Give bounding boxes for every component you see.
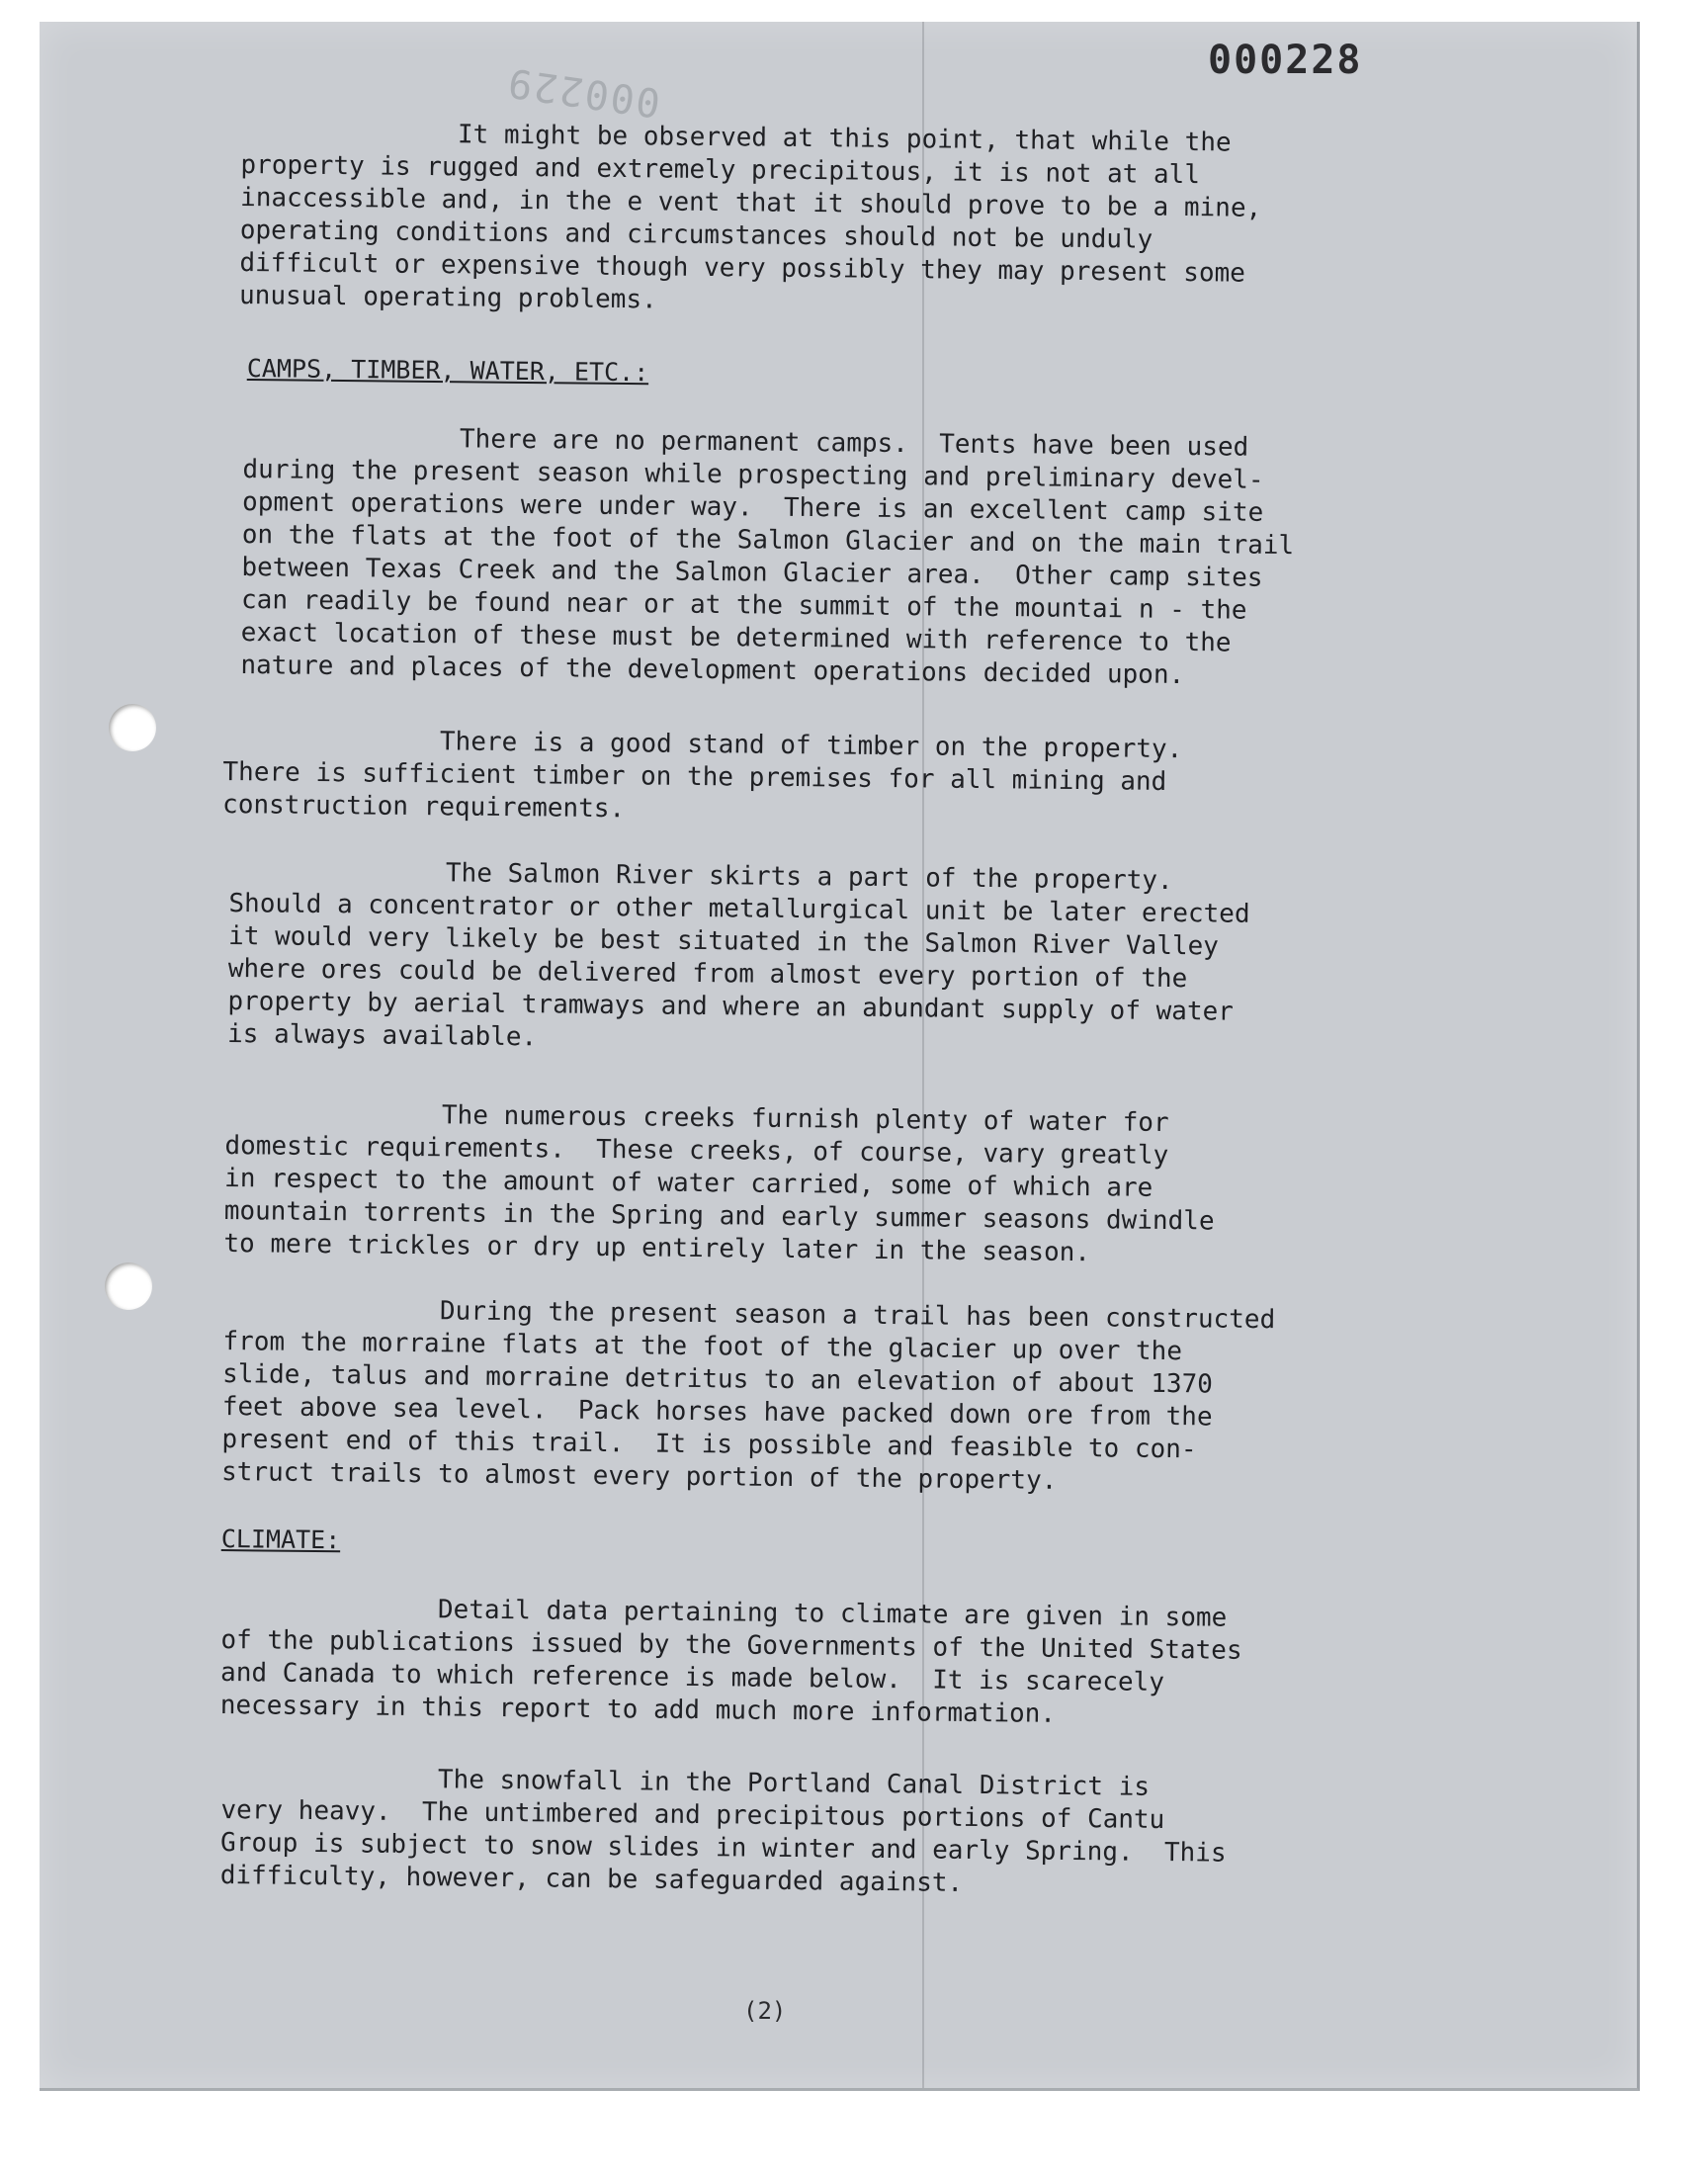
heading-climate: CLIMATE: xyxy=(220,1524,341,1555)
paragraph-climate-data: Detail data pertaining to climate are given in some of the publications issued by the Governments of the United States and Canada to which reference is made below. It is scarecely necessary in this report to add much more information. xyxy=(219,1593,1242,1729)
paragraph-salmon-river: The Salmon River skirts a part of the property. Should a concentrator or other metallurgical unit be later erected it would very likely be best situated in the Salmon River Valley where ores could be delivered from almost every portion of the property by aerial tramways and where an abundant supply of water is always available. xyxy=(226,855,1250,1053)
paragraph-snowfall: The snowfall in the Portland Canal District is very heavy. The untimbered and precipitous portions of Cantu Group is subject to snow slides in winter and early Spring. This difficulty, however, can be safeguarded against. xyxy=(219,1763,1227,1898)
paragraph-trail: During the present season a trail has been constructed from the morraine flats at the foot of the glacier up over the slide, talus and morraine detritus to an elevation of about 1370 feet above sea level. Pack horses have packed down ore from the present end of this trail. It is possible and feasible to con- struct trails to almost every portion of the property. xyxy=(220,1294,1276,1496)
heading-camps-timber-water: CAMPS, TIMBER, WATER, ETC.: xyxy=(246,354,649,388)
paragraph-operating-conditions: It might be observed at this point, that while the property is rugged and extremely precipitous, it is not at all inaccessible and, in the e vent that it should prove to be a mine, operating conditions and circumstances should not be unduly difficult or expensive though very possibly they may present some unusual operating problems. xyxy=(238,117,1262,315)
paragraph-timber: There is a good stand of timber on the property. There is sufficient timber on the premises for all mining and construction requirements. xyxy=(221,724,1183,825)
paragraph-camps: There are no permanent camps. Tents have been used during the present season while prospecting and preliminary devel- opment operations were under way. There is an excellent camp site on the flats at the foot of the Salmon Glacier and on the main trail between Texas Creek and the Salmon Glacier area. Other camp sites can readily be found near or at the summit of the mountai n - the exact location of these must be determined with reference to the nature and places of the development operations decided upon. xyxy=(240,421,1295,690)
page-number: (2) xyxy=(743,1997,787,2025)
paragraph-creeks: The numerous creeks furnish plenty of water for domestic requirements. These creeks, of course, vary greatly in respect to the amount of water carried, some of which are mountain torrents in the Spring and early summer seasons dwindle to mere trickles or dry up entirely later in the season. xyxy=(223,1098,1215,1268)
faint-bates-stamp: 000229 xyxy=(503,58,663,126)
bates-number-stamp: 000228 xyxy=(1208,38,1363,83)
